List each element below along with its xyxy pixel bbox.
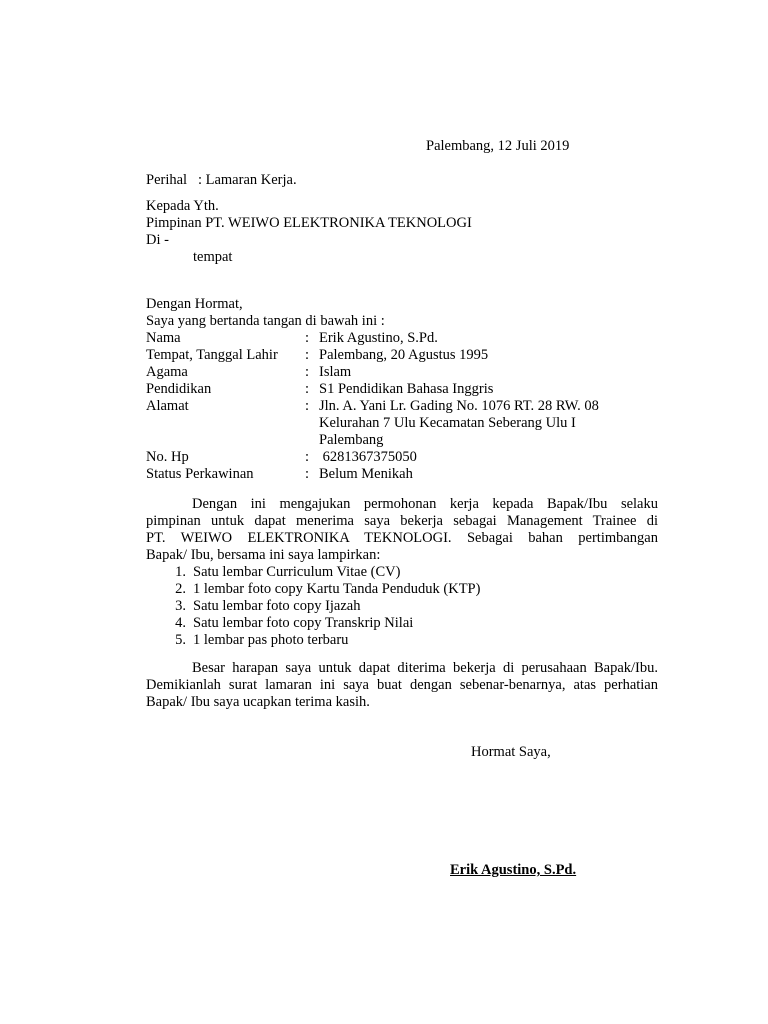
body-paragraph-1 [146,496,658,564]
field-row [146,347,646,364]
field-colon: : [305,364,310,380]
paragraph-line: Besar harapan saya untuk dapat diterima bekerja di perusahaan Bapak/Ibu. [192,660,658,676]
field-colon: : [305,398,310,414]
field-row [146,398,646,449]
paragraph-line: pimpinan untuk dapat menerima saya bekerja sebagai Management Trainee di [146,513,658,529]
list-item-text: 1 lembar pas photo terbaru [193,632,349,648]
personal-details [146,330,646,483]
field-value-line: Islam [319,364,352,380]
field-colon: : [305,381,310,397]
field-colon: : [305,466,310,482]
field-value-line: Palembang, 20 Agustus 1995 [319,347,489,363]
subject-line [146,172,297,189]
paragraph-line: Demikianlah surat lamaran ini saya buat dengan sebenar-benarnya, atas perhatian [146,677,658,693]
field-value [319,364,646,381]
place-date: Palembang, 12 Juli 2019 [426,138,570,154]
paragraph-line: Bapak/ Ibu saya ucapkan terima kasih. [146,694,370,710]
list-item: 1. Satu lembar Curriculum Vitae (CV) [175,564,401,580]
attachment-list [146,564,480,649]
field-value-line: Palembang [319,432,384,448]
field-colon: : [305,347,310,363]
paragraph-line: Bapak/ Ibu, bersama ini saya lampirkan: [146,547,381,563]
recipient-block [146,198,472,266]
field-row [146,330,646,347]
field-label: Status Perkawinan [146,466,254,482]
field-label: Pendidikan [146,381,212,397]
list-item: 3. Satu lembar foto copy Ijazah [175,598,361,614]
closing: Hormat Saya, [471,744,551,760]
field-colon: : [305,449,310,465]
list-item-text: Satu lembar foto copy Transkrip Nilai [193,615,414,631]
body-paragraph-2 [146,660,658,711]
field-colon: : [305,330,310,346]
list-item: 2. 1 lembar foto copy Kartu Tanda Penduduk (KTP) [175,581,481,597]
field-row [146,364,646,381]
recipient-line: Di - [146,232,169,248]
list-item-text: Satu lembar foto copy Ijazah [193,598,361,614]
recipient-line: Pimpinan PT. WEIWO ELEKTRONIKA TEKNOLOGI [146,215,472,231]
field-label: Agama [146,364,188,380]
field-value-line: 6281367375050 [319,449,417,465]
field-value-line: S1 Pendidikan Bahasa Inggris [319,381,494,397]
field-value [319,466,646,483]
field-value [319,381,646,398]
field-value-line: Erik Agustino, S.Pd. [319,330,438,346]
greeting: Dengan Hormat, [146,296,243,312]
list-item: 4. Satu lembar foto copy Transkrip Nilai [175,615,414,631]
field-label: Nama [146,330,181,346]
paragraph-line: PT. WEIWO ELEKTRONIKA TEKNOLOGI. Sebagai bahan pertimbangan [146,530,658,546]
field-label: No. Hp [146,449,189,465]
signer-name: Erik Agustino, S.Pd. [450,862,577,878]
field-value-line: Kelurahan 7 Ulu Kecamatan Seberang Ulu I [319,415,576,431]
field-row [146,449,646,466]
subject-value: : Lamaran Kerja. [197,172,297,188]
recipient-line: Kepada Yth. [146,198,219,214]
field-value [319,449,646,466]
field-row [146,466,646,483]
subject-label: Perihal [146,172,188,188]
intro-line: Saya yang bertanda tangan di bawah ini : [146,313,385,329]
field-label: Tempat, Tanggal Lahir [146,347,278,363]
list-item-text: 1 lembar foto copy Kartu Tanda Penduduk (KTP) [193,581,481,597]
paragraph-line: Dengan ini mengajukan permohonan kerja kepada Bapak/Ibu selaku [192,496,658,512]
field-value [319,347,646,364]
field-value-line: Jln. A. Yani Lr. Gading No. 1076 RT. 28 RW. 08 [319,398,599,414]
field-value-line: Belum Menikah [319,466,413,482]
list-item-text: Satu lembar Curriculum Vitae (CV) [193,564,401,580]
field-row [146,381,646,398]
recipient-line: tempat [193,249,233,265]
list-item: 5. 1 lembar pas photo terbaru [175,632,349,648]
field-value [319,330,646,347]
field-value [319,398,646,449]
field-label: Alamat [146,398,189,414]
